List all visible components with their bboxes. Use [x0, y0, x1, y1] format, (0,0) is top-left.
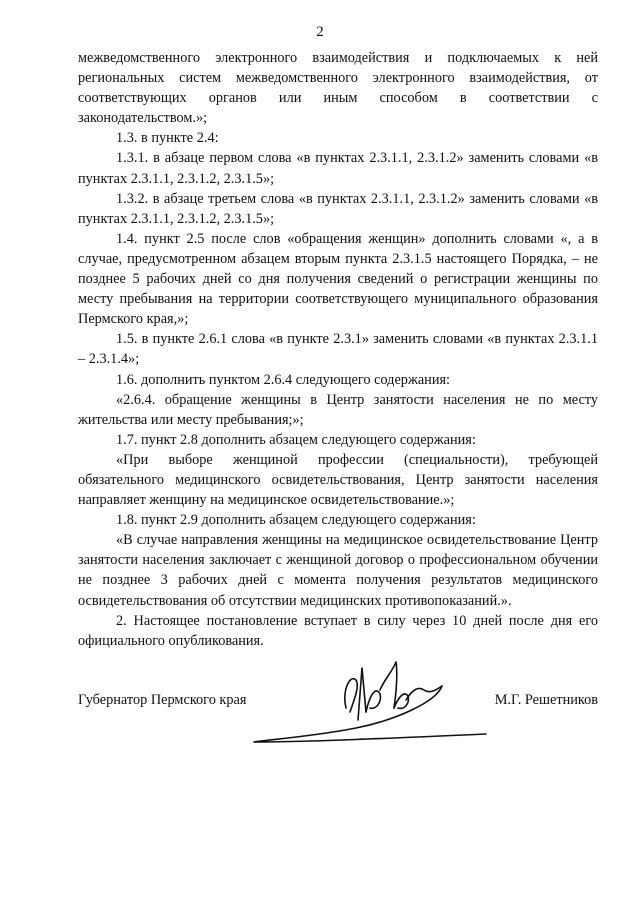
paragraph-1-4: 1.4. пункт 2.5 после слов «обращения женщин» дополнить словами «, а в случае, предусмотренном абзацем вторым пункта 2.3.1.5 настоящего Порядка, – не позднее 5 рабочих дней со дня получения сведений о регистрации женщины по месту пребывания на территории соответствующего муниципального образования Пермского края,»; [78, 230, 598, 328]
paragraph-1-6: 1.6. дополнить пунктом 2.6.4 следующего содержания: [116, 371, 451, 388]
paragraph-1-7: 1.7. пункт 2.8 дополнить абзацем следующего содержания: [116, 431, 476, 448]
paragraph-2-8-quote: «При выборе женщиной профессии (специальности), требующей обязательного медицинского освидетельствования, Центр занятости населения направляет женщину на медицинское освидетельствование.»; [78, 451, 598, 509]
paragraph-continuation: межведомственного электронного взаимодействия и подключаемых к ней региональных систем межведомственного электронного взаимодействия, от соответствующих органов или иным способом в соответствии с законодательством.»; [78, 50, 598, 127]
paragraph-1-3-2: 1.3.2. в абзаце третьем слова «в пунктах 2.3.1.1, 2.3.1.2» заменить словами «в пунктах 2.3.1.1, 2.3.1.2, 2.3.1.5»; [78, 190, 598, 227]
signature-block [78, 692, 598, 716]
paragraph-2-effective-date: 2. Настоящее постановление вступает в силу через 10 дней после дня его официального опубликования. [78, 612, 598, 649]
paragraph-1-5: 1.5. в пункте 2.6.1 слова «в пункте 2.3.1» заменить словами «в пунктах 2.3.1.1 – 2.3.1.4»; [78, 331, 598, 368]
page-number: 2 [316, 24, 324, 40]
paragraph-1-8: 1.8. пункт 2.9 дополнить абзацем следующего содержания: [116, 512, 476, 529]
paragraph-1-3-1: 1.3.1. в абзаце первом слова «в пунктах 2.3.1.1, 2.3.1.2» заменить словами «в пунктах 2.3.1.1, 2.3.1.2, 2.3.1.5»; [78, 150, 598, 187]
document-body [78, 48, 598, 651]
signatory-name: М.Г. Решетников [494, 692, 598, 708]
paragraph-1-3: 1.3. в пункте 2.4: [116, 130, 219, 147]
signatory-position: Губернатор Пермского края [78, 692, 247, 708]
paragraph-2-9-quote: «В случае направления женщины на медицинское освидетельствование Центр занятости населения заключает с женщиной договор о профессиональном обучении не позднее 3 рабочих дней с момента получения результатов медицинского освидетельствования об отсутствии медицинских противопоказаний.». [78, 532, 598, 609]
paragraph-2-6-4-quote: «2.6.4. обращение женщины в Центр занятости населения не по месту жительства или месту пребывания;»; [78, 391, 598, 428]
